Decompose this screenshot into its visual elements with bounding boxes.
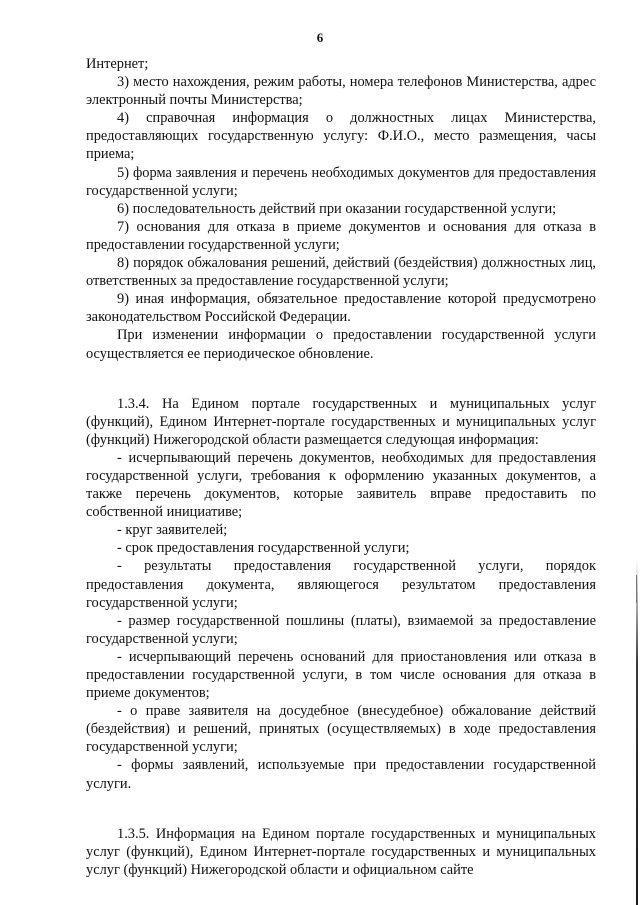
list-item-5: 5) форма заявления и перечень необходимых документов для предоставления государственной услуги;: [86, 164, 596, 199]
bullet-results: - результаты предоставления государственной услуги, порядок предоставления документа, являющегося результатом предоставления государственной услуги;: [86, 558, 596, 611]
scan-edge-shadow: [636, 560, 638, 905]
section-1-3-5-intro: 1.3.5. Информация на Едином портале государственных и муниципальных услуг (функций), Едином Интернет-портале государственных и муниципальных услуг (функций) Нижегородской области и официальном сайте: [86, 825, 596, 878]
bullet-fee: - размер государственной пошлины (платы), взимаемой за предоставление государственной услуги;: [86, 612, 596, 647]
list-item-8: 8) порядок обжалования решений, действий (бездействия) должностных лиц, ответственных за предоставление государственной услуги;: [86, 255, 596, 290]
scan-edge-mark: [636, 575, 637, 603]
list-item-6: 6) последовательность действий при оказании государственной услуги;: [117, 200, 557, 217]
page-number: 6: [316, 30, 324, 45]
paragraph-update-note: При изменении информации о предоставлении государственной услуги осуществляется ее периодическое обновление.: [86, 327, 596, 362]
bullet-term: - срок предоставления государственной услуги;: [117, 540, 410, 557]
section-1-3-4-intro: 1.3.4. На Едином портале государственных и муниципальных услуг (функций), Едином Интернет-портале государственных и муниципальных услуг (функций) Нижегородской области размещается следующая информация:: [86, 395, 596, 448]
document-body: [86, 55, 596, 879]
bullet-documents: - исчерпывающий перечень документов, необходимых для предоставления государственной услуги, требования к оформлению указанных документов, а также перечень документов, которые заявитель вправе предоставить по собственной инициативе;: [86, 449, 596, 521]
paragraph-continuation: Интернет;: [86, 56, 149, 72]
list-item-4: 4) справочная информация о должностных лицах Министерства, предоставляющих государственную услугу: Ф.И.О., место размещения, часы приема;: [86, 110, 596, 163]
bullet-refusal-grounds: - исчерпывающий перечень оснований для приостановления или отказа в предоставлении государственной услуги, в том числе основания для отказа в приеме документов;: [86, 648, 596, 702]
bullet-appeal-right: - о праве заявителя на досудебное (внесудебное) обжалование действий (бездействия) и решений, принятых (осуществляемых) в ходе предоставления государственной услуги;: [86, 703, 596, 756]
list-item-3: 3) место нахождения, режим работы, номера телефонов Министерства, адрес электронный почты Министерства;: [86, 74, 596, 109]
list-item-9: 9) иная информация, обязательное предоставление которой предусмотрено законодательством Российской Федерации.: [86, 291, 596, 326]
bullet-application-forms: - формы заявлений, используемые при предоставлении государственной услуги.: [86, 757, 596, 792]
bullet-applicants: - круг заявителей;: [117, 522, 228, 539]
list-item-7: 7) основания для отказа в приеме документов и основания для отказа в предоставлении государственной услуги;: [86, 218, 596, 253]
